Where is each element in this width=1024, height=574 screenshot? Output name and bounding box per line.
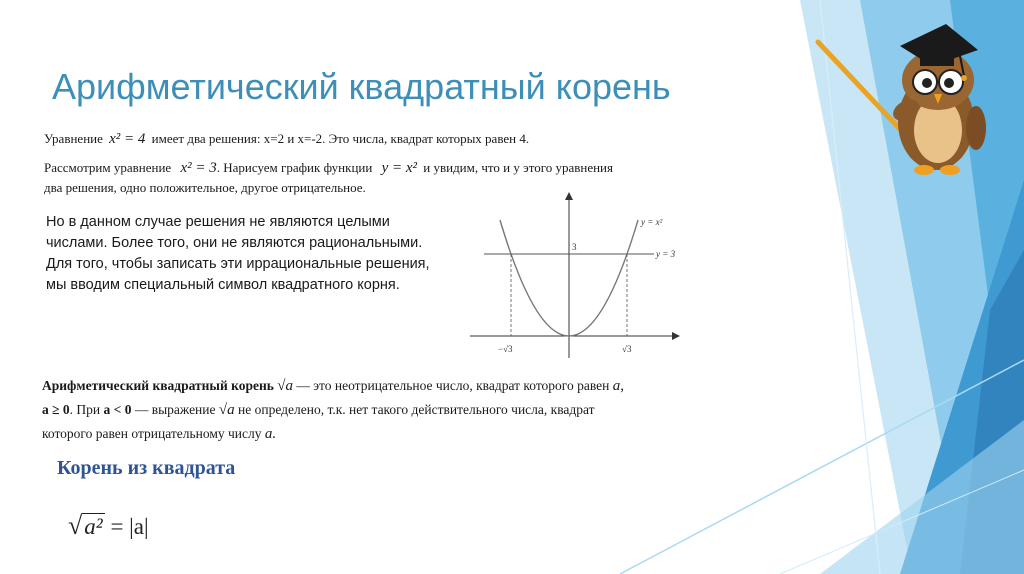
sqrt-a-symbol: √a [277,378,293,394]
definition-text-2: . При [69,402,101,417]
sqrt-definition [42,374,762,446]
equation-consider-line [44,160,613,177]
definition-text-4: не определено, т.к. нет такого действительного числа, квадрат [238,402,595,417]
definition-text-3: — выражение [134,402,216,417]
slide-title: Арифметический квадратный корень [52,66,671,107]
line1-text-after: имеет два решения: x=2 и x=-2. Это числа, квадрат которых равен 4. [151,131,530,146]
owl-teacher-icon [808,10,988,180]
parabola-graph [466,190,686,362]
variable-a-2: a. [264,426,277,442]
root-of-square-heading: Корень из квадрата [57,457,236,479]
line2-text-before: Рассмотрим уравнение [44,160,172,175]
equation-x2-4: x² = 4 [109,131,146,147]
two-solutions-line: два решения, одно положительное, другое отрицательное. [44,180,366,195]
condition-negative: a < 0 [103,402,132,417]
definition-text-5: которого равен отрицательному числу [42,426,262,441]
line1-text-before: Уравнение [44,131,103,146]
x-tick-neg-sqrt3: −√3 [498,344,513,354]
definition-text-1: — это неотрицательное число, квадрат которого равен [296,378,610,393]
line2-text-middle: . Нарисуем график функции [216,160,373,175]
line2-text-after: и увидим, что и у этого уравнения [423,160,613,175]
condition-nonneg: a ≥ 0 [42,402,70,417]
sqrt-radical-icon: √ [68,511,83,540]
line-label: y = 3 [656,249,676,259]
variable-a-1: a, [612,378,625,394]
root-of-square-formula [68,511,149,541]
formula-rhs: = |a| [110,514,149,539]
formula-radicand: a² [84,514,103,539]
function-y-x2: y = x² [381,160,418,176]
x-tick-pos-sqrt3: √3 [622,344,632,354]
equation-intro-line [44,131,529,148]
definition-term: Арифметический квадратный корень [42,378,274,393]
y-tick-3: 3 [572,242,577,252]
curve-label: y = x² [641,217,663,227]
equation-x2-3: x² = 3 [180,160,217,176]
irrational-paragraph: Но в данном случае решения не являются целыми числами. Более того, они не являются рациональными. Для того, чтобы записать эти иррациональные решения, мы вводим специальный символ квадратного корня. [46,214,430,293]
sqrt-a-symbol-2: √a [218,402,235,418]
